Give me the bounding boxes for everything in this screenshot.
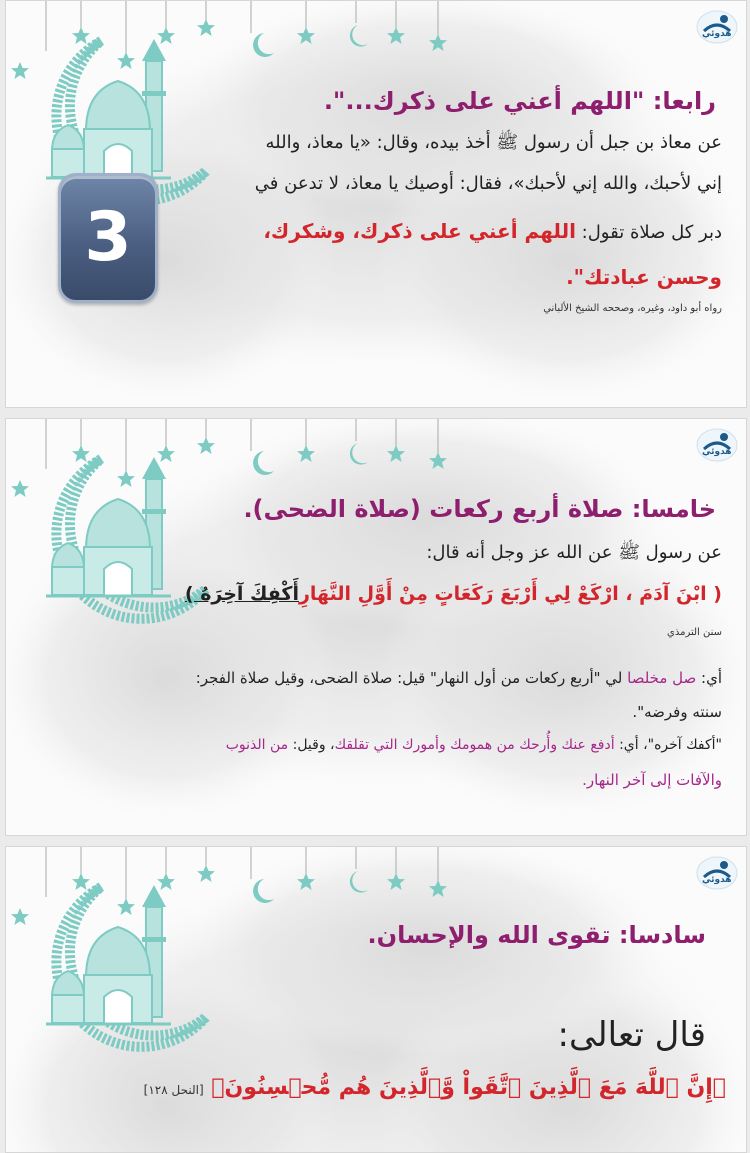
- card2-exp4: والآفات إلى آخر النهار.: [582, 771, 722, 789]
- card1-dua-part1: اللهم أعني على ذكرك، وشكرك،: [263, 219, 576, 243]
- card2-exp3-c: ، وقيل:: [288, 737, 335, 753]
- card2-exp3-d: من الذنوب: [225, 737, 289, 753]
- card-2: [5, 418, 747, 836]
- card2-source: سنن الترمذي: [667, 627, 722, 638]
- card2-exp1-b: صل مخلصا: [627, 669, 697, 687]
- card1-line1: عن معاذ بن جبل أن رسول ﷺ أخذ بيده، وقال: «يا معاذ، والله: [265, 132, 722, 153]
- card2-exp3-a: "أكفك آخره"، أي:: [614, 737, 722, 753]
- mosque-crescent-icon: [6, 867, 246, 1067]
- card2-exp1: [22, 669, 722, 687]
- card3-ayah-line: [26, 1075, 726, 1100]
- card3-heading: سادسا: تقوى الله والإحسان.: [367, 921, 706, 949]
- card1-line2: إني لأحبك، والله إني لأحبك»، فقال: أوصيك يا معاذ، لا تدعن في: [254, 173, 722, 194]
- card3-ref: [النحل ١٢٨]: [143, 1083, 204, 1097]
- card2-line1: عن رسول ﷺ عن الله عز وجل أنه قال:: [426, 542, 722, 563]
- card-1: [5, 0, 747, 408]
- logo-text: هدوئي: [702, 875, 732, 885]
- logo-text: هدوئي: [702, 447, 732, 457]
- card2-exp1-a: أي:: [696, 669, 722, 687]
- card1-line3-text: دبر كل صلاة تقول:: [575, 222, 722, 243]
- logo: [696, 855, 738, 891]
- card2-heading: خامسا: صلاة أربع ركعات (صلاة الضحى).: [243, 495, 716, 523]
- card2-hadith: [22, 583, 722, 605]
- card2-exp1-c: لي "أربع ركعات من أول النهار" قيل: صلاة الضحى، وقيل صلاة الفجر:: [195, 669, 628, 687]
- card3-qal: قال تعالى:: [557, 1015, 706, 1055]
- card3-ayah: ﴿إِنَّ ٱللَّهَ مَعَ ٱلَّذِينَ ٱتَّقَواْ وَّٱلَّذِينَ هُم مُّحۡسِنُونَ﴾: [211, 1075, 726, 1100]
- card1-heading: رابعا: "اللهم أعني على ذكرك...".: [323, 87, 716, 115]
- card1-source: رواه أبو داود، وغيره، وصححه الشيخ الألباني: [543, 303, 722, 314]
- card2-hadith-end: أَكْفِكَ آخِرَهُ ): [184, 583, 299, 605]
- card2-exp2: سنته وفرضه".: [632, 703, 722, 721]
- card2-exp3-b: أدفع عنك وأُرحك من همومك وأمورك التي تقلقك: [334, 737, 615, 753]
- card2-exp3: [22, 737, 722, 753]
- mosque-crescent-icon: [6, 439, 246, 639]
- logo-text: هدوئي: [702, 29, 732, 39]
- logo: [696, 9, 738, 45]
- card2-hadith-text: ( ابْنَ آدَمَ ، ارْكَعْ لِي أَرْبَعَ رَكَعَاتٍ مِنْ أَوَّلِ النَّهَارِ: [298, 583, 722, 605]
- card1-dua-part2: وحسن عبادتك".: [566, 265, 722, 289]
- card-3: [5, 846, 747, 1153]
- logo: [696, 427, 738, 463]
- number-badge: 3: [58, 173, 158, 303]
- card1-line3: [182, 219, 722, 243]
